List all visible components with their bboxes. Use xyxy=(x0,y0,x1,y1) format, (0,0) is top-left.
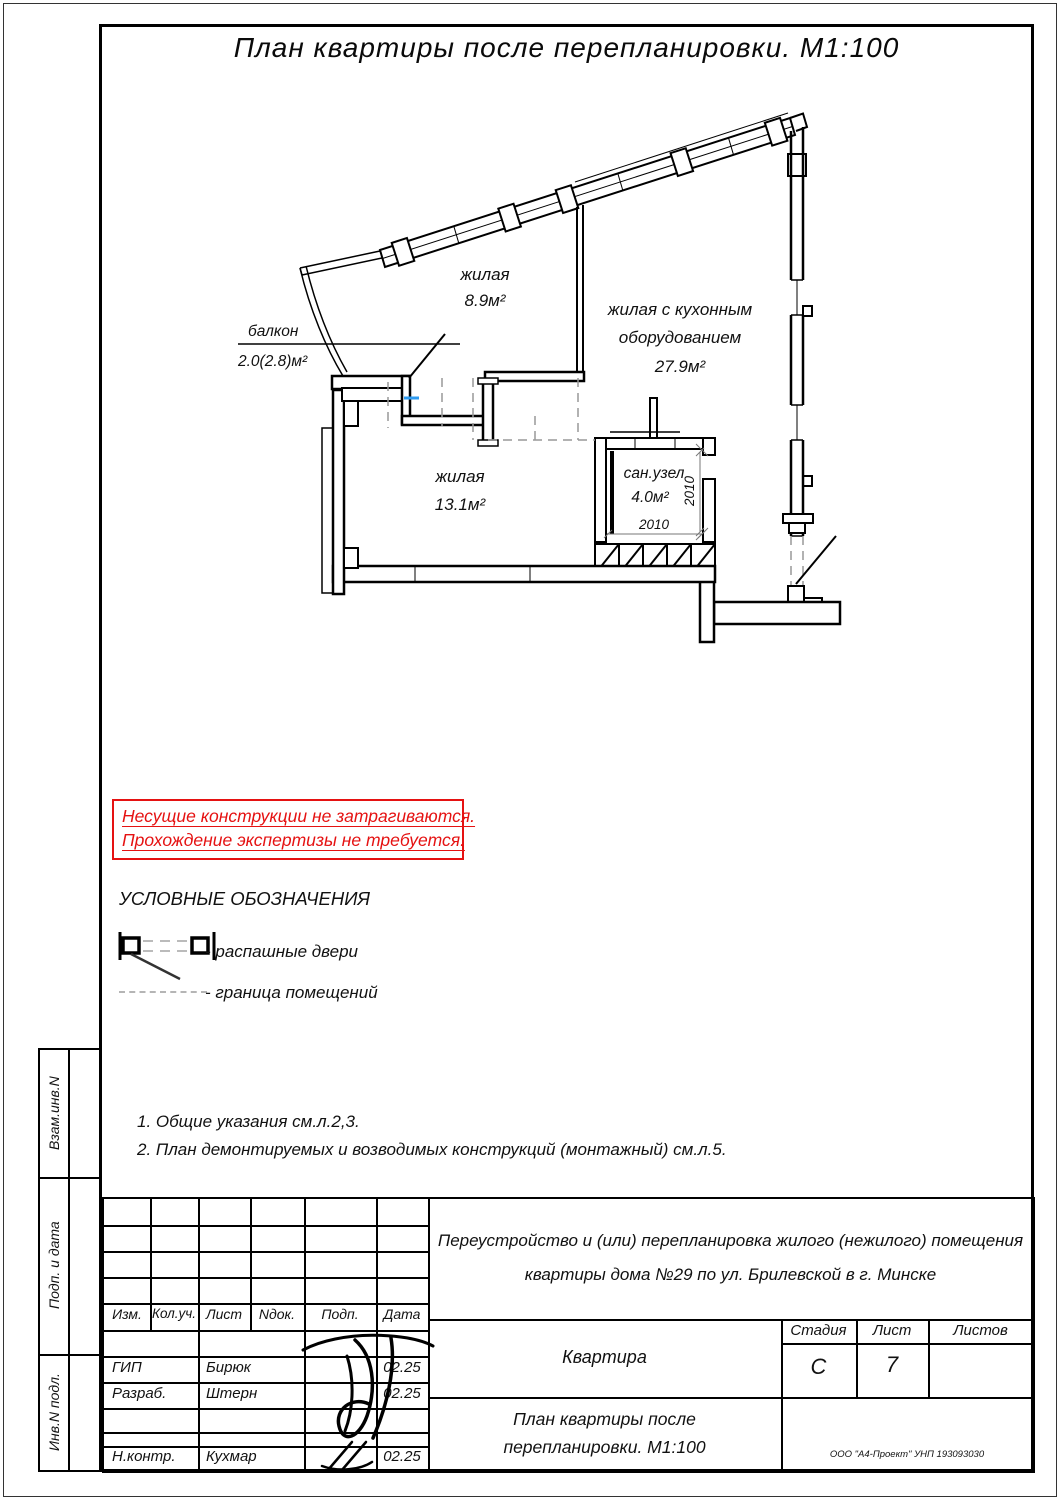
company-name: ООО "А4-Проект" УНП 193093030 xyxy=(829,1449,985,1460)
row-nkontr-date: 02.25 xyxy=(383,1448,421,1465)
room-27-9-area: 27.9м² xyxy=(654,357,706,376)
drawing-title-2: перепланировки. М1:100 xyxy=(503,1437,706,1457)
room-8-9-area: 8.9м² xyxy=(464,291,506,310)
row-razrab-name: Штерн xyxy=(206,1385,258,1402)
stage-value: С xyxy=(810,1354,827,1379)
row-gip-role: ГИП xyxy=(112,1359,142,1376)
project-description-2: квартиры дома №29 по ул. Брилевской в г. Минске xyxy=(524,1265,937,1284)
stage-label: Стадия xyxy=(790,1322,847,1339)
legend-boundary-label: - граница помещений xyxy=(205,983,378,1002)
col-izm: Изм. xyxy=(112,1306,142,1322)
col-data: Дата xyxy=(383,1306,421,1322)
sheet-label: Лист xyxy=(872,1322,912,1339)
note-2: 2. План демонтируемых и возводимых конструкций (монтажный) см.л.5. xyxy=(137,1140,727,1159)
bathroom-dim-w: 2010 xyxy=(638,517,670,532)
annotation-box xyxy=(112,799,476,860)
bathroom-label: сан.узел xyxy=(623,465,685,482)
col-list: Лист xyxy=(205,1306,243,1322)
entry-doorway xyxy=(700,536,840,642)
row-gip-name: Бирюк xyxy=(206,1359,251,1376)
row-nkontr-role: Н.контр. xyxy=(112,1448,176,1465)
annotation-line-1: Несущие конструкции не затрагиваются. xyxy=(122,806,476,826)
sidebar-podp-data: Подп. и дата xyxy=(46,1221,62,1310)
sidebar-stamp-column xyxy=(38,1048,102,1472)
bathroom-dim-h: 2010 xyxy=(682,475,697,507)
annotation-line-2: Прохождение экспертизы не требуется. xyxy=(122,830,465,850)
room-27-9-label2: оборудованием xyxy=(618,328,742,347)
title-block xyxy=(102,1197,1035,1473)
col-podp: Подп. xyxy=(321,1306,359,1322)
legend-doors-label: - распашные двери xyxy=(205,942,359,961)
drawing-title-1: План квартиры после xyxy=(513,1409,696,1429)
balcony-label: балкон xyxy=(248,323,299,340)
col-ndok: Nдок. xyxy=(258,1306,296,1322)
object-name: Квартира xyxy=(562,1347,647,1367)
right-exterior-wall xyxy=(783,114,813,537)
signature-nkontr xyxy=(318,1438,390,1474)
room-boundary-icon xyxy=(119,991,207,993)
col-koluch: Кол.уч. xyxy=(151,1306,197,1321)
room-13-1-label: жилая xyxy=(435,467,485,486)
legend-title: УСЛОВНЫЕ ОБОЗНАЧЕНИЯ xyxy=(119,888,371,909)
bathroom-area: 4.0м² xyxy=(631,489,669,506)
sheet-number: 7 xyxy=(885,1352,899,1377)
floor-plan xyxy=(230,110,850,670)
room-13-1-area: 13.1м² xyxy=(434,495,486,514)
sidebar-vzam-inv: Взам.инв.N xyxy=(46,1076,62,1151)
page-title: План квартиры после перепланировки. М1:100 xyxy=(233,32,900,63)
row-nkontr-name: Кухмар xyxy=(206,1448,257,1465)
signature-gip xyxy=(295,1326,440,1448)
balcony-outline xyxy=(300,251,382,376)
sidebar-inv-podl: Инв.N подл. xyxy=(46,1373,62,1451)
note-1: 1. Общие указания см.л.2,3. xyxy=(137,1112,360,1131)
row-gip-date: 02.25 xyxy=(383,1359,421,1376)
room-27-9-label1: жилая с кухонным xyxy=(607,300,753,319)
row-razrab-date: 02.25 xyxy=(383,1385,421,1402)
project-description-1: Переустройство и (или) перепланировка жилого (нежилого) помещения xyxy=(437,1231,1024,1250)
window-band xyxy=(380,113,795,267)
row-razrab-role: Разраб. xyxy=(112,1385,167,1402)
room-8-9-label: жилая xyxy=(460,265,510,284)
balcony-area: 2.0(2.8)м² xyxy=(238,353,308,370)
sheets-label: Листов xyxy=(953,1322,1008,1339)
